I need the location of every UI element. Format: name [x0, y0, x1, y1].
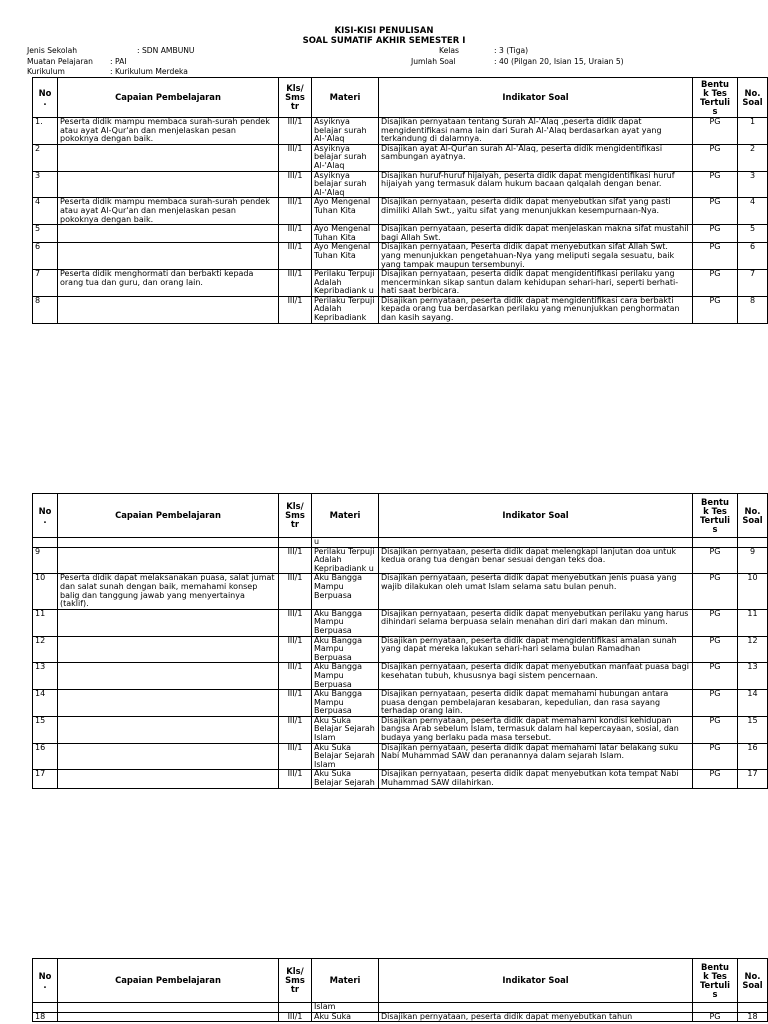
continuation-row: [33, 1003, 768, 1013]
table-row: [33, 690, 768, 717]
jumlah-soal-label: Jumlah Soal: [411, 57, 456, 66]
row-number: 14: [33, 690, 58, 717]
row-number: 16: [33, 743, 58, 770]
col-header-kelas-semester: Kls/ Sms tr: [279, 78, 312, 118]
indikator-soal-cell: Disajikan pernyataan, Peserta didik dapat menyebutkan sifat Allah Swt. yang menunjukkan pengetahuan-Nya yang meliputi segala sesuatu, baik yang tampak maupun tersembunyi.: [379, 243, 693, 270]
materi-cell: Aku Bangga Mampu Berpuasa: [312, 609, 379, 636]
indikator-soal-cell: Disajikan pernyataan tentang Surah Al-'Alaq ,peserta didik dapat mengidentifikasi nama lain dari Surah Al-'Alaq berdasarkan ayat yang terkandung di dalamnya.: [379, 118, 693, 145]
row-number: 2: [33, 144, 58, 171]
table-row: [33, 198, 768, 225]
bentuk-tes-cell: PG: [693, 225, 738, 243]
indikator-soal-cell: Disajikan pernyataan, peserta didik dapat menyebutkan jenis puasa yang wajib dilakukan oleh umat Islam selama satu bulan penuh.: [379, 574, 693, 609]
materi-cell: Asyiknya belajar surah Al-'Alaq: [312, 144, 379, 171]
table-row: [33, 1012, 768, 1022]
nomor-soal-cell: 8: [738, 296, 768, 323]
kelas-semester-cell: III/1: [279, 171, 312, 198]
nomor-soal-cell: 13: [738, 663, 768, 690]
bentuk-tes-cell: PG: [693, 144, 738, 171]
capaian-pembelajaran-cell: [58, 225, 279, 243]
nomor-soal-cell: 12: [738, 636, 768, 663]
jenis-sekolah-value: : SDN AMBUNU: [137, 46, 195, 55]
kelas-semester-cell: III/1: [279, 716, 312, 743]
kelas-semester-cell: III/1: [279, 118, 312, 145]
capaian-pembelajaran-cell: [58, 609, 279, 636]
kurikulum-value: : Kurikulum Merdeka: [110, 67, 188, 76]
kelas-semester-cell: III/1: [279, 636, 312, 663]
row-number: 15: [33, 716, 58, 743]
col-header-materi: Materi: [312, 959, 379, 1003]
kelas-semester-cell: III/1: [279, 225, 312, 243]
col-header-kelas-semester: Kls/ Sms tr: [279, 959, 312, 1003]
indikator-soal-cell: Disajikan pernyataan, peserta didik dapat memahami hubungan antara puasa dengan pembelajaran kesabaran, kepedulian, dan rasa sayang terhadap orang lain.: [379, 690, 693, 717]
materi-cell: Aku Bangga Mampu Berpuasa: [312, 574, 379, 609]
kelas-semester-cell: III/1: [279, 144, 312, 171]
table-row: [33, 171, 768, 198]
row-number: 6: [33, 243, 58, 270]
table-header-row: [33, 959, 768, 1003]
bentuk-tes-cell: PG: [693, 270, 738, 297]
table-row: [33, 118, 768, 145]
bentuk-tes-cell: PG: [693, 118, 738, 145]
indikator-soal-cell: Disajikan pernyataan, peserta didik dapat mengidentifikasi perilaku yang mencerminkan sikap santun dalam kehidupan sehari-hari, seperti berhati-hati saat berbicara.: [379, 270, 693, 297]
nomor-soal-cell: 7: [738, 270, 768, 297]
col-header-no: No .: [33, 494, 58, 538]
kelas-semester-cell: III/1: [279, 270, 312, 297]
materi-cell: Aku Suka Belajar Sejarah Islam: [312, 743, 379, 770]
row-number: 8: [33, 296, 58, 323]
col-header-capaian: Capaian Pembelajaran: [58, 78, 279, 118]
bentuk-tes-cell: PG: [693, 770, 738, 788]
table-row: [33, 609, 768, 636]
document-title: KISI-KISI PENULISAN: [334, 26, 434, 36]
indikator-soal-cell: Disajikan huruf-huruf hijaiyah, peserta didik dapat mengidentifikasi huruf hijaiyah yang termasuk dalam hukum bacaan qalqalah dengan benar.: [379, 171, 693, 198]
col-header-materi: Materi: [312, 494, 379, 538]
kelas-label: Kelas: [439, 46, 459, 55]
continuation-materi: Islam: [312, 1003, 379, 1013]
row-number: 13: [33, 663, 58, 690]
nomor-soal-cell: 1: [738, 118, 768, 145]
kurikulum-label: Kurikulum: [27, 67, 65, 76]
row-number: 4: [33, 198, 58, 225]
materi-cell: Aku Bangga Mampu Berpuasa: [312, 663, 379, 690]
materi-cell: Aku Bangga Mampu Berpuasa: [312, 690, 379, 717]
col-header-indikator: Indikator Soal: [379, 78, 693, 118]
bentuk-tes-cell: PG: [693, 716, 738, 743]
bentuk-tes-cell: PG: [693, 547, 738, 574]
table-header-row: [33, 78, 768, 118]
bentuk-tes-cell: PG: [693, 663, 738, 690]
bentuk-tes-cell: PG: [693, 574, 738, 609]
table-row: [33, 296, 768, 323]
nomor-soal-cell: 3: [738, 171, 768, 198]
indikator-soal-cell: Disajikan pernyataan, peserta didik dapat mengidentifikasi cara berbakti kepada orang tua berdasarkan perilaku yang menunjukkan penghormatan dan kasih sayang.: [379, 296, 693, 323]
col-header-no-soal: No. Soal: [738, 959, 768, 1003]
table-row: [33, 663, 768, 690]
nomor-soal-cell: 2: [738, 144, 768, 171]
table-row: [33, 770, 768, 788]
indikator-soal-cell: Disajikan pernyataan, peserta didik dapat menyebutkan sifat yang pasti dimiliki Allah Swt., yaitu sifat yang menunjukkan kesempurnaan-Nya.: [379, 198, 693, 225]
kisi-table-2: [32, 493, 768, 789]
muatan-pelajaran-value: : PAI: [110, 57, 127, 66]
jumlah-soal-value: : 40 (Pilgan 20, Isian 15, Uraian 5): [494, 57, 624, 66]
materi-cell: Perilaku Terpuji Adalah Kepribadiank u: [312, 270, 379, 297]
kelas-value: : 3 (Tiga): [494, 46, 529, 55]
capaian-pembelajaran-cell: [58, 663, 279, 690]
bentuk-tes-cell: PG: [693, 1012, 738, 1022]
table-row: [33, 547, 768, 574]
indikator-soal-cell: Disajikan pernyataan, peserta didik dapat melengkapi lanjutan doa untuk kedua orang tua dengan benar sesuai dengan teks doa.: [379, 547, 693, 574]
table-row: [33, 144, 768, 171]
materi-cell: Asyiknya belajar surah Al-'Alaq: [312, 118, 379, 145]
capaian-pembelajaran-cell: [58, 636, 279, 663]
kelas-semester-cell: III/1: [279, 198, 312, 225]
kisi-table-3: [32, 958, 768, 1022]
materi-cell: Perilaku Terpuji Adalah Kepribadiank u: [312, 547, 379, 574]
col-header-materi: Materi: [312, 78, 379, 118]
kelas-semester-cell: III/1: [279, 770, 312, 788]
col-header-bentuk-tes: Bentu k Tes Tertuli s: [693, 78, 738, 118]
nomor-soal-cell: 10: [738, 574, 768, 609]
table-row: [33, 225, 768, 243]
table-row: [33, 574, 768, 609]
row-number: 17: [33, 770, 58, 788]
col-header-no: No .: [33, 78, 58, 118]
capaian-pembelajaran-cell: [58, 1012, 279, 1022]
jenis-sekolah-label: Jenis Sekolah: [27, 46, 78, 55]
capaian-pembelajaran-cell: [58, 743, 279, 770]
capaian-pembelajaran-cell: Peserta didik mampu membaca surah-surah pendek atau ayat Al-Qur'an dan menjelaskan pesan pokoknya dengan baik.: [58, 118, 279, 145]
col-header-no: No .: [33, 959, 58, 1003]
materi-cell: Asyiknya belajar surah Al-'Alaq: [312, 171, 379, 198]
indikator-soal-cell: Disajikan pernyataan, peserta didik dapat menyebutkan tahun: [379, 1012, 693, 1022]
indikator-soal-cell: Disajikan pernyataan, peserta didik dapat mengidentifikasi amalan sunah yang dapat mereka lakukan sehari-hari selama bulan Ramadhan: [379, 636, 693, 663]
col-header-indikator: Indikator Soal: [379, 494, 693, 538]
col-header-bentuk-tes: Bentu k Tes Tertuli s: [693, 494, 738, 538]
capaian-pembelajaran-cell: [58, 716, 279, 743]
materi-cell: Aku Suka: [312, 1012, 379, 1022]
indikator-soal-cell: Disajikan pernyataan, peserta didik dapat memahami latar belakang suku Nabi Muhammad SAW dan peranannya dalam sejarah Islam.: [379, 743, 693, 770]
indikator-soal-cell: Disajikan pernyataan, peserta didik dapat menyebutkan kota tempat Nabi Muhammad SAW dilahirkan.: [379, 770, 693, 788]
kelas-semester-cell: III/1: [279, 663, 312, 690]
row-number: 12: [33, 636, 58, 663]
kelas-semester-cell: III/1: [279, 547, 312, 574]
nomor-soal-cell: 5: [738, 225, 768, 243]
materi-cell: Aku Bangga Mampu Berpuasa: [312, 636, 379, 663]
row-number: 1.: [33, 118, 58, 145]
table-row: [33, 270, 768, 297]
capaian-pembelajaran-cell: Peserta didik menghormati dan berbakti kepada orang tua dan guru, dan orang lain.: [58, 270, 279, 297]
nomor-soal-cell: 17: [738, 770, 768, 788]
indikator-soal-cell: Disajikan pernyataan, peserta didik dapat menyebutkan perilaku yang harus dihindari selama berpuasa selain menahan diri dari makan dan minum.: [379, 609, 693, 636]
kelas-semester-cell: III/1: [279, 690, 312, 717]
col-header-no-soal: No. Soal: [738, 78, 768, 118]
materi-cell: Aku Suka Belajar Sejarah Islam: [312, 716, 379, 743]
capaian-pembelajaran-cell: [58, 547, 279, 574]
materi-cell: Ayo Mengenal Tuhan Kita: [312, 198, 379, 225]
kelas-semester-cell: III/1: [279, 609, 312, 636]
materi-cell: Perilaku Terpuji Adalah Kepribadiank: [312, 296, 379, 323]
materi-cell: Ayo Mengenal Tuhan Kita: [312, 225, 379, 243]
kelas-semester-cell: III/1: [279, 243, 312, 270]
nomor-soal-cell: 4: [738, 198, 768, 225]
materi-cell: Aku Suka Belajar Sejarah: [312, 770, 379, 788]
bentuk-tes-cell: PG: [693, 609, 738, 636]
row-number: 9: [33, 547, 58, 574]
kisi-table-1: [32, 77, 768, 324]
row-number: 7: [33, 270, 58, 297]
kelas-semester-cell: III/1: [279, 574, 312, 609]
materi-cell: Ayo Mengenal Tuhan Kita: [312, 243, 379, 270]
table-row: [33, 636, 768, 663]
col-header-indikator: Indikator Soal: [379, 959, 693, 1003]
col-header-kelas-semester: Kls/ Sms tr: [279, 494, 312, 538]
capaian-pembelajaran-cell: Peserta didik mampu membaca surah-surah pendek atau ayat Al-Qur'an dan menjelaskan pesan pokoknya dengan baik.: [58, 198, 279, 225]
row-number: 11: [33, 609, 58, 636]
row-number: 18: [33, 1012, 58, 1022]
nomor-soal-cell: 16: [738, 743, 768, 770]
kelas-semester-cell: III/1: [279, 1012, 312, 1022]
continuation-row: [33, 538, 768, 548]
kelas-semester-cell: III/1: [279, 743, 312, 770]
indikator-soal-cell: Disajikan ayat Al-Qur'an surah Al-'Alaq, peserta didik mengidentifikasi sambungan ayatnya.: [379, 144, 693, 171]
col-header-no-soal: No. Soal: [738, 494, 768, 538]
table-row: [33, 743, 768, 770]
nomor-soal-cell: 18: [738, 1012, 768, 1022]
row-number: 5: [33, 225, 58, 243]
table-row: [33, 716, 768, 743]
col-header-bentuk-tes: Bentu k Tes Tertuli s: [693, 959, 738, 1003]
indikator-soal-cell: Disajikan pernyataan, peserta didik dapat menyebutkan manfaat puasa bagi kesehatan tubuh, khususnya bagi sistem pencernaan.: [379, 663, 693, 690]
capaian-pembelajaran-cell: Peserta didik dapat melaksanakan puasa, salat jumat dan salat sunah dengan baik, memahami konsep balig dan tanggung jawab yang menyertainya (taklif).: [58, 574, 279, 609]
table-header-row: [33, 494, 768, 538]
nomor-soal-cell: 15: [738, 716, 768, 743]
col-header-capaian: Capaian Pembelajaran: [58, 494, 279, 538]
nomor-soal-cell: 9: [738, 547, 768, 574]
capaian-pembelajaran-cell: [58, 770, 279, 788]
indikator-soal-cell: Disajikan pernyataan, peserta didik dapat memahami kondisi kehidupan bangsa Arab sebelum Islam, termasuk dalam hal kepercayaan, sosial, dan budaya yang berlaku pada masa tersebut.: [379, 716, 693, 743]
bentuk-tes-cell: PG: [693, 198, 738, 225]
row-number: 10: [33, 574, 58, 609]
bentuk-tes-cell: PG: [693, 243, 738, 270]
nomor-soal-cell: 6: [738, 243, 768, 270]
bentuk-tes-cell: PG: [693, 636, 738, 663]
capaian-pembelajaran-cell: [58, 243, 279, 270]
document-subtitle: SOAL SUMATIF AKHIR SEMESTER I: [302, 36, 466, 46]
col-header-capaian: Capaian Pembelajaran: [58, 959, 279, 1003]
bentuk-tes-cell: PG: [693, 296, 738, 323]
table-row: [33, 243, 768, 270]
capaian-pembelajaran-cell: [58, 171, 279, 198]
indikator-soal-cell: Disajikan pernyataan, peserta didik dapat menjelaskan makna sifat mustahil bagi Allah Swt.: [379, 225, 693, 243]
kelas-semester-cell: III/1: [279, 296, 312, 323]
nomor-soal-cell: 11: [738, 609, 768, 636]
row-number: 3: [33, 171, 58, 198]
capaian-pembelajaran-cell: [58, 296, 279, 323]
continuation-materi: u: [312, 538, 379, 548]
muatan-pelajaran-label: Muatan Pelajaran: [27, 57, 93, 66]
bentuk-tes-cell: PG: [693, 690, 738, 717]
nomor-soal-cell: 14: [738, 690, 768, 717]
capaian-pembelajaran-cell: [58, 144, 279, 171]
bentuk-tes-cell: PG: [693, 743, 738, 770]
capaian-pembelajaran-cell: [58, 690, 279, 717]
bentuk-tes-cell: PG: [693, 171, 738, 198]
